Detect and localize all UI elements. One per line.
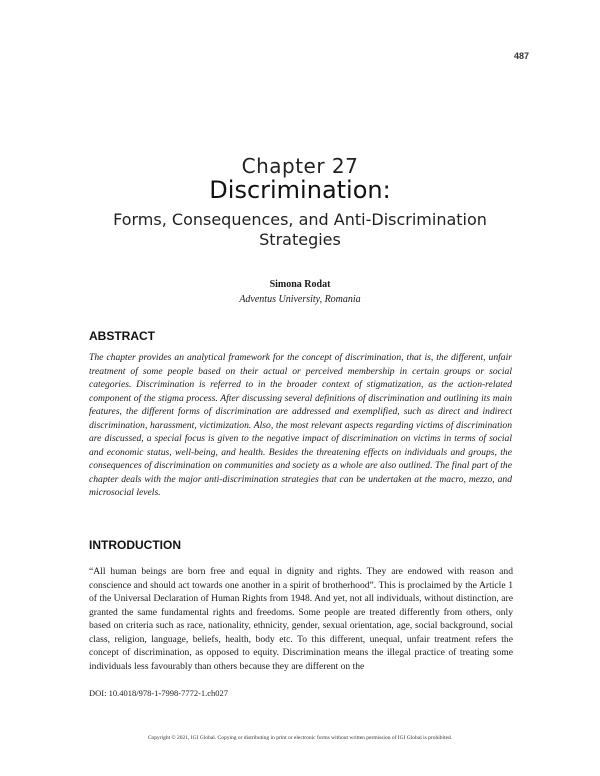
author-name: Simona Rodat: [269, 279, 331, 290]
chapter-label: Chapter 27: [241, 154, 359, 178]
introduction-text: “All human beings are born free and equal in dignity and rights. They are endowed with reason and conscience and should act towards one another in a spirit of brotherhood”. This is proclaimed by the Article 1 of the Universal Declaration of Human Rights from 1948. And yet, not all individuals, without distinction, are granted the same fundamental rights and freedoms. Some people are treated differently from others, only based on criteria such as race, nationality, ethnicity, gender, sexual orientation, age, social background, social class, religion, language, beliefs, health, body etc. To this different, unequal, unfair treatment refers the concept of discrimination, as opposed to equity. Discrimination means the illegal practice of treating some individuals less favourably than others because they are different on the: [89, 566, 513, 672]
author-affiliation: Adventus University, Romania: [239, 294, 361, 305]
page-number: 487: [513, 51, 529, 61]
abstract-heading: ABSTRACT: [89, 329, 155, 343]
doi: DOI: 10.4018/978-1-7998-7772-1.ch027: [89, 688, 229, 698]
chapter-subtitle: Forms, Consequences, and Anti-Discrimination Strategies: [113, 210, 487, 249]
introduction-heading: INTRODUCTION: [89, 538, 181, 552]
abstract-text: The chapter provides an analytical framework for the concept of discrimination, that is, the different, unfair treatment of some people based on their actual or perceived membership in certain groups or social categories. Discrimination is referred to in the broader context of stigmatization, as the action-related component of the stigma process. After discussing several definitions of discrimination and outlining its main features, the different forms of discrimination are addressed and exemplified, such as direct and indirect discrimination, harassment, victimization. Also, the most relevant aspects regarding victims of discrimination are discussed, a special focus is given to the negative impact of discrimination on victims in terms of social and economic status, well-being, and health. Besides the threatening effects on individuals and groups, the consequences of discrimination on communities and society as a whole are also outlined. The final part of the chapter deals with the major anti-discrimination strategies that can be undertaken at the macro, mezzo, and microsocial levels.: [89, 352, 512, 499]
copyright-notice: Copyright © 2021, IGI Global. Copying or distributing in print or electronic forms without written permission of IGI Global is prohibited.: [147, 735, 453, 741]
chapter-title: Discrimination:: [209, 176, 391, 204]
